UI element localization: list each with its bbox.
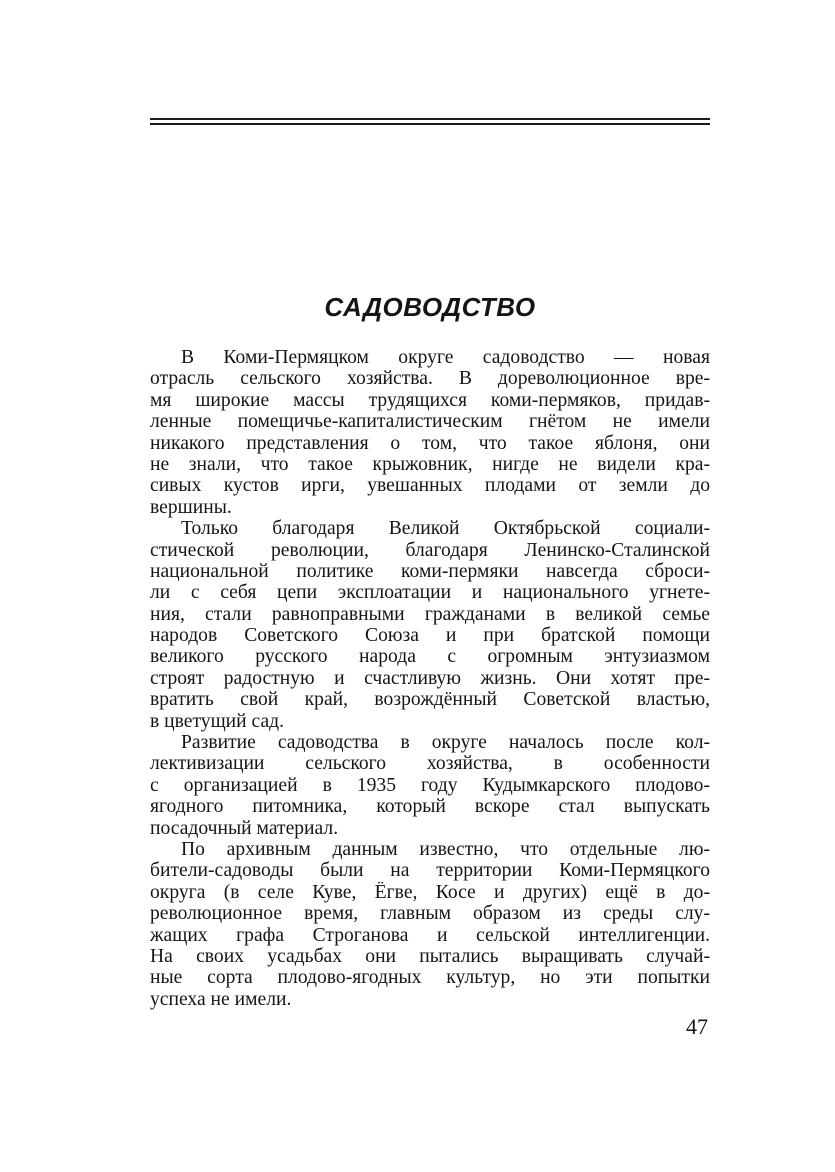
- text-line: народов Советского Союза и при братской помощи: [150, 625, 710, 647]
- text-line: В Коми-Пермяцком округе садоводство — новая: [181, 347, 710, 368]
- header-rule-bottom: [150, 123, 710, 125]
- text-line: жащих графа Строганова и сельской интеллигенции.: [150, 924, 710, 946]
- paragraph-2: [150, 518, 710, 732]
- text-line: успеха не имели.: [150, 988, 292, 1010]
- text-line: никакого представления о том, что такое яблоня, они: [150, 432, 710, 454]
- paragraph-4: [150, 839, 710, 1010]
- text-line: ягодного питомника, который вскоре стал выпускать: [150, 796, 710, 818]
- text-line: ные сорта плодово-ягодных культур, но эти попытки: [150, 967, 710, 989]
- text-line: вратить свой край, возрождённый Советской властью,: [150, 689, 710, 711]
- text-line: бители-садоводы были на территории Коми-Пермяцкого: [150, 860, 710, 882]
- text-line: лективизации сельского хозяйства, в особенности: [150, 753, 710, 775]
- text-line: округа (в селе Куве, Ёгве, Косе и других) ещё в до-: [150, 881, 710, 903]
- text-line: революционное время, главным образом из среды слу-: [150, 903, 710, 925]
- text-line: На своих усадьбах они пытались выращивать случай-: [150, 945, 710, 967]
- text-line: национальной политике коми-пермяки навсегда сброси-: [150, 560, 710, 582]
- paragraph-1: [150, 347, 710, 518]
- text-line: Развитие садоводства в округе началось после кол-: [181, 732, 710, 754]
- chapter-title: САДОВОДСТВО: [324, 292, 536, 322]
- text-line: с организацией в 1935 году Кудымкарского плодово-: [150, 774, 710, 796]
- body-text: [150, 347, 710, 1010]
- text-line: мя широкие массы трудящихся коми-пермяков, придав-: [150, 389, 710, 411]
- text-line: не знали, что такое крыжовник, нигде не видели кра-: [150, 453, 710, 475]
- header-rule-top: [150, 118, 710, 120]
- text-line: сивых кустов ирги, увешанных плодами от земли до: [150, 475, 710, 497]
- text-line: ленные помещичье-капиталистическим гнётом не имели: [150, 411, 710, 433]
- text-line: Только благодаря Великой Октябрьской социали-: [181, 518, 710, 540]
- text-line: великого русского народа с огромным энтузиазмом: [150, 646, 710, 668]
- text-line: стической революции, благодаря Ленинско-Сталинской: [150, 539, 710, 561]
- text-line: вершины.: [150, 496, 232, 518]
- text-line: ли с себя цепи эксплоатации и национального угнете-: [150, 582, 710, 604]
- page-number: 47: [686, 1014, 708, 1039]
- text-line: отрасль сельского хозяйства. В дореволюционное вре-: [150, 368, 710, 390]
- text-line: ния, стали равноправными гражданами в великой семье: [150, 603, 710, 625]
- text-line: По архивным данным известно, что отдельные лю-: [181, 838, 710, 860]
- paragraph-3: [150, 732, 710, 839]
- text-line: посадочный материал.: [150, 817, 339, 839]
- text-line: в цветущий сад.: [150, 710, 285, 732]
- text-line: строят радостную и счастливую жизнь. Они хотят пре-: [150, 667, 710, 689]
